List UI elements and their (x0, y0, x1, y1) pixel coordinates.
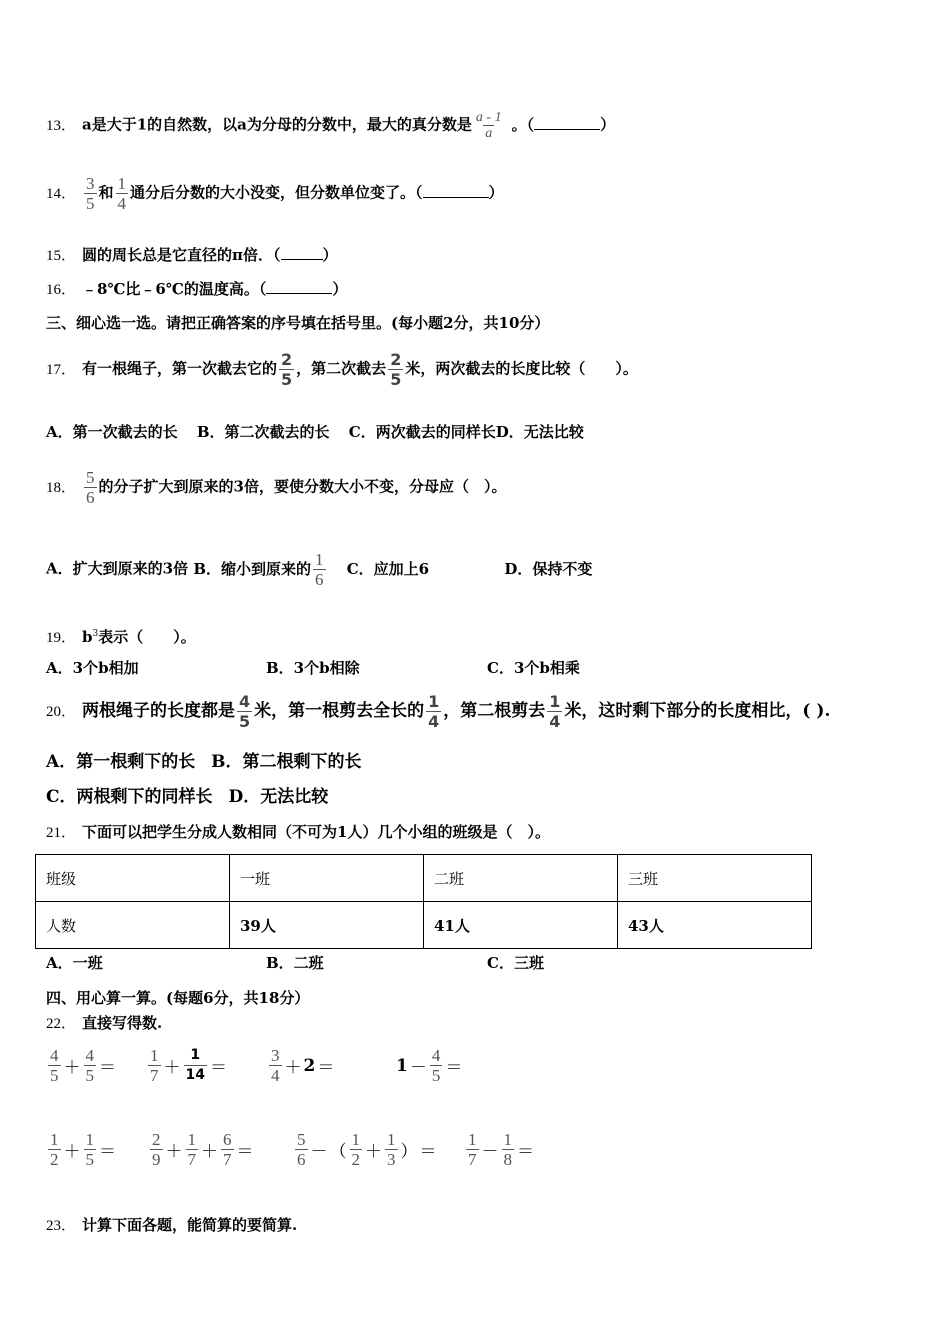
option-b[interactable]: B．3个b相除 (266, 659, 360, 677)
question-17: 17． 有一根绳子，第一次截去它的 $\frac{2}{5}$ ，第二次截去 $\frac{2}{5}$ 米，两次截去的长度比较（ ）。 (46, 350, 638, 389)
fraction: $\frac{3}{5}$ (86, 174, 95, 213)
question-14: 14． $\frac{3}{5}$ 和 $\frac{1}{4}$ 通分后分数的大小没变，但分数单位变了。（ ） (46, 174, 504, 213)
table-cell: 班级 (36, 855, 230, 902)
option-a[interactable]: A．第一根剩下的长 (46, 752, 196, 772)
table-cell: 一班 (230, 855, 424, 902)
answer-blank[interactable] (423, 185, 489, 198)
table-cell: 39人 (230, 902, 424, 949)
question-number: 19． (46, 630, 77, 646)
option-a[interactable]: A．扩大到原来的3倍 (46, 559, 189, 578)
table-cell: 43人 (618, 902, 812, 949)
question-22 (46, 1013, 162, 1034)
question-20: 20． 两根绳子的长度都是 $\frac{4}{5}$ 米，第一根剪去全长的 $\frac{1}{4}$ ，第二根剪去 $\frac{1}{4}$ 米，这时剩下部分的长度相比，( ). (46, 692, 831, 731)
question-16: 16． ﹣8℃比﹣6℃的温度高。（ ） (46, 280, 348, 298)
option-a[interactable]: A．3个b相加 (46, 659, 139, 677)
fraction: $\frac{2}{5}$ (390, 350, 402, 389)
question-number: 15． (46, 248, 77, 264)
option-c[interactable]: C．3个b相乘 (487, 659, 580, 677)
q20-options-row2 (46, 787, 328, 807)
option-c[interactable]: C．三班 (487, 954, 544, 972)
question-19: 19． $b^3$表示（ ）。 (46, 628, 196, 646)
question-23 (46, 1215, 297, 1236)
question-number: 17． (46, 361, 77, 378)
calc-item: $\frac{2}{9}$ ＋ $\frac{1}{7}$ ＋ $\frac{6}{7}$ ＝ (152, 1130, 254, 1169)
option-d[interactable]: D．无法比较 (228, 787, 329, 807)
question-number: 14． (46, 185, 77, 202)
option-c[interactable]: C．两次截去的同样长 (348, 423, 496, 441)
fraction: $\frac{1}{6}$ (315, 550, 324, 589)
fraction: $\frac{5}{6}$ (86, 468, 95, 507)
question-18 (46, 468, 506, 507)
fraction: $\frac{1}{4}$ (549, 692, 561, 731)
option-a[interactable]: A．一班 (46, 954, 103, 972)
section-heading: 三、细心选一选。请把正确答案的序号填在括号里。(每小题2分，共10分） (46, 314, 550, 332)
class-table (35, 854, 812, 949)
question-21 (46, 822, 550, 843)
option-d[interactable]: D．保持不变 (504, 559, 593, 578)
answer-blank[interactable] (266, 281, 332, 294)
q19-options (46, 658, 580, 678)
calc-item: $\frac{1}{7}$ － $\frac{1}{8}$ ＝ (468, 1130, 534, 1169)
calc-item: $\frac{1}{2}$ ＋ $\frac{1}{5}$ ＝ (50, 1130, 116, 1169)
option-b[interactable]: B．第二次截去的长 (196, 423, 330, 441)
fraction: $\frac{1}{4}$ (428, 692, 440, 731)
question-text: a是大于1的自然数，以a为分母的分数中，最大的真分数是 (82, 115, 472, 134)
option-d[interactable]: D．无法比较 (495, 423, 584, 441)
fraction: $\frac{2}{5}$ (281, 350, 293, 389)
question-number: 20． (46, 704, 77, 720)
question-text: 通分后分数的大小没变，但分数单位变了。（ (130, 183, 423, 202)
question-number: 23． (46, 1218, 77, 1234)
calc-item: 1 － $\frac{4}{5}$ ＝ (396, 1046, 463, 1085)
table-cell: 三班 (618, 855, 812, 902)
table-cell: 41人 (424, 902, 618, 949)
question-number: 18． (46, 479, 77, 496)
option-b[interactable]: B．缩小到原来的 $\frac{1}{6}$ (193, 550, 324, 589)
option-b[interactable]: B．第二根剩下的长 (211, 752, 362, 772)
table-cell: 二班 (424, 855, 618, 902)
calc-item: $\frac{4}{5}$ ＋ $\frac{4}{5}$ ＝ (50, 1046, 116, 1085)
question-number: 16． (46, 282, 77, 298)
section-heading: 四、用心算一算。(每题6分，共18分） (46, 989, 310, 1007)
question-15: 15． 圆的周长总是它直径的π倍．（ ） (46, 246, 338, 264)
question-text: 下面可以把学生分成人数相同（不可为1人）几个小组的班级是（ ）。 (82, 823, 550, 841)
calc-item: $\frac{1}{7}$ ＋ $\frac{1}{14}$ ＝ (150, 1046, 227, 1085)
question-text: 的分子扩大到原来的3倍，要使分数大小不变，分母应（ ）。 (98, 477, 507, 496)
option-c[interactable]: C．两根剩下的同样长 (46, 787, 213, 807)
fraction: $\frac{a - 1}{a}$ (475, 110, 502, 141)
q17-options (46, 422, 584, 442)
question-text: ﹣8℃比﹣6℃的温度高。（ (82, 280, 267, 298)
answer-blank[interactable] (281, 247, 323, 260)
option-c[interactable]: C．应加上6 (346, 559, 430, 578)
q20-options-row1 (46, 752, 362, 772)
question-13: 13． a是大于1的自然数，以a为分母的分数中，最大的真分数是 $\frac{a - 1}{a}$ 。（ ） (46, 110, 616, 141)
question-number: 22． (46, 1016, 77, 1032)
option-b[interactable]: B．二班 (266, 954, 324, 972)
question-text: 直接写得数. (82, 1014, 163, 1032)
calc-item: $\frac{3}{4}$ ＋ 2 ＝ (271, 1046, 335, 1085)
answer-blank[interactable] (534, 117, 600, 130)
question-text: 表示（ ）。 (98, 628, 196, 646)
question-text: 圆的周长总是它直径的π倍．（ (82, 246, 281, 264)
table-cell: 人数 (36, 902, 230, 949)
fraction: $\frac{1}{4}$ (117, 174, 127, 213)
fraction: $\frac{4}{5}$ (239, 692, 251, 731)
question-text: 计算下面各题，能简算的要简算. (82, 1216, 298, 1234)
calc-item: $\frac{5}{6}$ － （ $\frac{1}{2}$ ＋ $\frac{1}{3}$ ） ＝ (297, 1130, 437, 1169)
question-number: 21． (46, 825, 77, 841)
q21-options (46, 953, 544, 973)
option-a[interactable]: A．第一次截去的长 (46, 423, 178, 441)
question-number: 13． (46, 117, 77, 134)
q18-options (46, 550, 592, 589)
table-row (36, 855, 812, 902)
table-row (36, 902, 812, 949)
